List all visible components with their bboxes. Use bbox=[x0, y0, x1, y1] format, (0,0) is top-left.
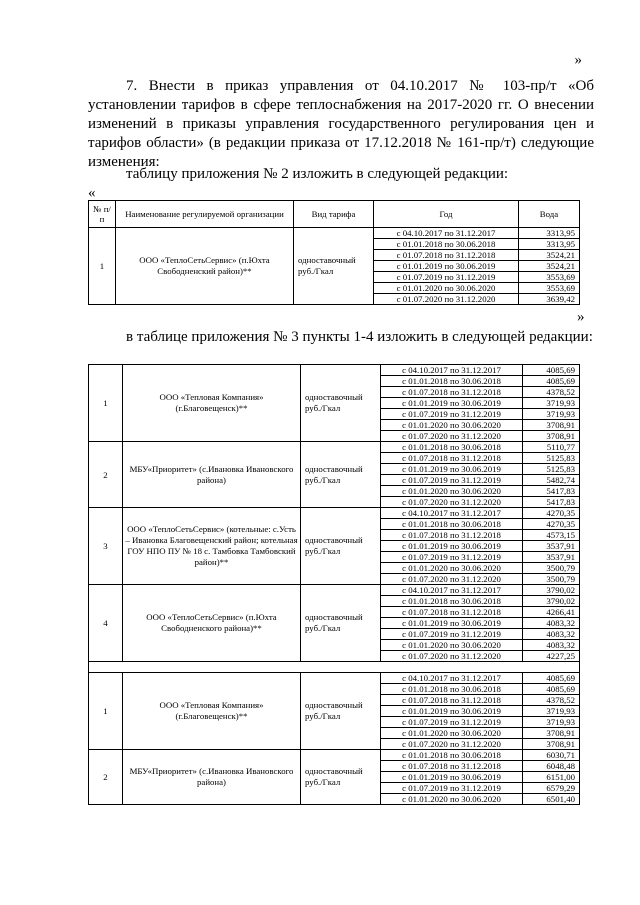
tariff-type: одноставочный руб./Гкал bbox=[301, 365, 381, 442]
item-7-paragraph: 7. Внести в приказ управления от 04.10.2017 № 103-пр/т «Об установлении тарифов в сфере теплоснабжения на 2017-2020 гг. О внесении изменений в приказы управления государственного регулирования цен и тарифов области» (в редакции приказа от 17.12.2018 № 161-пр/т) следующие изменения: bbox=[88, 78, 594, 170]
period-cell: с 01.07.2019 по 31.12.2019 bbox=[381, 475, 523, 486]
water-value: 3708,91 bbox=[523, 728, 580, 739]
period-cell: с 01.01.2018 по 30.06.2018 bbox=[381, 376, 523, 387]
water-value: 3719,93 bbox=[523, 706, 580, 717]
period-cell: с 01.01.2018 по 30.06.2018 bbox=[381, 684, 523, 695]
period-cell: с 01.01.2018 по 30.06.2018 bbox=[381, 519, 523, 530]
water-value: 3313,95 bbox=[519, 239, 580, 250]
water-value: 4270,35 bbox=[523, 508, 580, 519]
period-cell: с 01.01.2020 по 30.06.2020 bbox=[381, 640, 523, 651]
water-value: 4085,69 bbox=[523, 365, 580, 376]
water-value: 6579,29 bbox=[523, 783, 580, 794]
water-value: 4085,69 bbox=[523, 673, 580, 684]
period-cell: с 01.01.2020 по 30.06.2020 bbox=[374, 283, 519, 294]
period-cell: с 01.07.2020 по 31.12.2020 bbox=[381, 497, 523, 508]
water-value: 4083,32 bbox=[523, 640, 580, 651]
water-value: 4083,32 bbox=[523, 629, 580, 640]
organization-name: ООО «Тепловая Компания» (г.Благовещенск)** bbox=[123, 365, 301, 442]
period-cell: с 01.07.2018 по 31.12.2018 bbox=[381, 695, 523, 706]
water-value: 4083,32 bbox=[523, 618, 580, 629]
period-cell: с 01.01.2019 по 30.06.2019 bbox=[381, 706, 523, 717]
table-row bbox=[89, 750, 580, 761]
water-value: 3719,93 bbox=[523, 398, 580, 409]
period-cell: с 04.10.2017 по 31.12.2017 bbox=[381, 585, 523, 596]
organization-name: ООО «ТеплоСетьСервис» (п.Юхта Свободненский район)** bbox=[116, 228, 294, 305]
period-cell: с 01.07.2019 по 31.12.2019 bbox=[381, 717, 523, 728]
organization-name: МБУ«Приоритет» (с.Ивановка Ивановского района) bbox=[123, 750, 301, 805]
period-cell: с 01.07.2020 по 31.12.2020 bbox=[381, 431, 523, 442]
period-cell: с 01.01.2019 по 30.06.2019 bbox=[381, 541, 523, 552]
period-cell: с 01.07.2018 по 31.12.2018 bbox=[381, 761, 523, 772]
water-value: 3719,93 bbox=[523, 717, 580, 728]
period-cell: с 01.07.2018 по 31.12.2018 bbox=[381, 530, 523, 541]
separator-cell bbox=[89, 662, 580, 673]
organization-name: ООО «Тепловая Компания» (г.Благовещенск)** bbox=[123, 673, 301, 750]
period-cell: с 01.07.2020 по 31.12.2020 bbox=[381, 739, 523, 750]
water-value: 5125,83 bbox=[523, 453, 580, 464]
table-appendix-2 bbox=[88, 200, 580, 305]
period-cell: с 01.07.2020 по 31.12.2020 bbox=[374, 294, 519, 305]
period-cell: с 01.01.2020 по 30.06.2020 bbox=[381, 728, 523, 739]
table-separator-row bbox=[89, 662, 580, 673]
table-row bbox=[89, 228, 580, 239]
period-cell: с 04.10.2017 по 31.12.2017 bbox=[381, 673, 523, 684]
row-number: 2 bbox=[89, 442, 123, 508]
water-value: 3537,91 bbox=[523, 541, 580, 552]
water-value: 4378,52 bbox=[523, 695, 580, 706]
water-value: 5125,83 bbox=[523, 464, 580, 475]
period-cell: с 04.10.2017 по 31.12.2017 bbox=[374, 228, 519, 239]
period-cell: с 01.07.2018 по 31.12.2018 bbox=[381, 607, 523, 618]
organization-name: ООО «ТеплоСетьСервис» (п.Юхта Свободненского района)** bbox=[123, 585, 301, 662]
water-value: 3553,69 bbox=[519, 272, 580, 283]
row-number: 3 bbox=[89, 508, 123, 585]
period-cell: с 01.07.2018 по 31.12.2018 bbox=[381, 387, 523, 398]
period-cell: с 01.07.2020 по 31.12.2020 bbox=[381, 574, 523, 585]
period-cell: с 01.01.2019 по 30.06.2019 bbox=[381, 618, 523, 629]
period-cell: с 01.01.2020 по 30.06.2020 bbox=[381, 420, 523, 431]
table-row bbox=[89, 508, 580, 519]
water-value: 5417,83 bbox=[523, 497, 580, 508]
col-header-org: Наименование регулируемой организации bbox=[116, 201, 294, 228]
table-row bbox=[89, 673, 580, 684]
period-cell: с 01.01.2018 по 30.06.2018 bbox=[381, 596, 523, 607]
water-value: 4270,35 bbox=[523, 519, 580, 530]
water-value: 4573,15 bbox=[523, 530, 580, 541]
row-number: 4 bbox=[89, 585, 123, 662]
water-value: 6030,71 bbox=[523, 750, 580, 761]
water-value: 3313,95 bbox=[519, 228, 580, 239]
period-cell: с 01.01.2019 по 30.06.2019 bbox=[374, 261, 519, 272]
water-value: 3708,91 bbox=[523, 420, 580, 431]
water-value: 3553,69 bbox=[519, 283, 580, 294]
water-value: 4227,25 bbox=[523, 651, 580, 662]
water-value: 5110,77 bbox=[523, 442, 580, 453]
col-header-water: Вода bbox=[519, 201, 580, 228]
period-cell: с 04.10.2017 по 31.12.2017 bbox=[381, 365, 523, 376]
col-header-year: Год bbox=[374, 201, 519, 228]
organization-name: ООО «ТеплоСетьСервис» (котельные: с.Усть – Ивановка Благовещенский район; котельная ГОУ НПО ПУ № 18 с. Тамбовка Тамбовский район)** bbox=[123, 508, 301, 585]
water-value: 3708,91 bbox=[523, 431, 580, 442]
period-cell: с 01.07.2018 по 31.12.2018 bbox=[381, 453, 523, 464]
row-number: 1 bbox=[89, 228, 116, 305]
period-cell: с 01.01.2020 по 30.06.2020 bbox=[381, 486, 523, 497]
water-value: 3790,02 bbox=[523, 596, 580, 607]
water-value: 5417,83 bbox=[523, 486, 580, 497]
water-value: 3524,21 bbox=[519, 250, 580, 261]
row-number: 2 bbox=[89, 750, 123, 805]
period-cell: с 01.07.2018 по 31.12.2018 bbox=[374, 250, 519, 261]
table-row bbox=[89, 585, 580, 596]
table-appendix-3 bbox=[88, 364, 580, 805]
water-value: 3524,21 bbox=[519, 261, 580, 272]
tariff-type: одноставочный руб./Гкал bbox=[301, 585, 381, 662]
opening-quote-table2: « bbox=[88, 185, 96, 201]
water-value: 6048,48 bbox=[523, 761, 580, 772]
table-row bbox=[89, 442, 580, 453]
water-value: 3500,79 bbox=[523, 574, 580, 585]
row-number: 1 bbox=[89, 673, 123, 750]
water-value: 3639,42 bbox=[519, 294, 580, 305]
tariff-type: одноставочный руб./Гкал bbox=[301, 673, 381, 750]
closing-quote-table2: » bbox=[577, 309, 585, 325]
table2-intro: таблицу приложения № 2 изложить в следующей редакции: bbox=[126, 166, 509, 182]
period-cell: с 01.01.2018 по 30.06.2018 bbox=[374, 239, 519, 250]
water-value: 3708,91 bbox=[523, 739, 580, 750]
tariff-type: одноставочный руб./Гкал bbox=[294, 228, 374, 305]
period-cell: с 01.01.2018 по 30.06.2018 bbox=[381, 750, 523, 761]
water-value: 4266,41 bbox=[523, 607, 580, 618]
tariff-type: одноставочный руб./Гкал bbox=[301, 750, 381, 805]
period-cell: с 01.07.2019 по 31.12.2019 bbox=[381, 783, 523, 794]
table3-intro: в таблице приложения № 3 пункты 1-4 изложить в следующей редакции: bbox=[126, 329, 593, 345]
period-cell: с 04.10.2017 по 31.12.2017 bbox=[381, 508, 523, 519]
period-cell: с 01.01.2020 по 30.06.2020 bbox=[381, 794, 523, 805]
period-cell: с 01.07.2019 по 31.12.2019 bbox=[374, 272, 519, 283]
period-cell: с 01.01.2019 по 30.06.2019 bbox=[381, 464, 523, 475]
water-value: 3790,02 bbox=[523, 585, 580, 596]
period-cell: с 01.01.2018 по 30.06.2018 bbox=[381, 442, 523, 453]
water-value: 6501,40 bbox=[523, 794, 580, 805]
period-cell: с 01.07.2019 по 31.12.2019 bbox=[381, 552, 523, 563]
col-header-num: № п/п bbox=[89, 201, 116, 228]
period-cell: с 01.07.2019 по 31.12.2019 bbox=[381, 629, 523, 640]
period-cell: с 01.01.2019 по 30.06.2019 bbox=[381, 398, 523, 409]
period-cell: с 01.01.2020 по 30.06.2020 bbox=[381, 563, 523, 574]
closing-quote-top: » bbox=[574, 52, 582, 68]
water-value: 3537,91 bbox=[523, 552, 580, 563]
water-value: 4085,69 bbox=[523, 376, 580, 387]
period-cell: с 01.07.2020 по 31.12.2020 bbox=[381, 651, 523, 662]
organization-name: МБУ«Приоритет» (с.Ивановка Ивановского района) bbox=[123, 442, 301, 508]
table2-header-row bbox=[89, 201, 580, 228]
tariff-type: одноставочный руб./Гкал bbox=[301, 442, 381, 508]
water-value: 3719,93 bbox=[523, 409, 580, 420]
table-row bbox=[89, 365, 580, 376]
row-number: 1 bbox=[89, 365, 123, 442]
period-cell: с 01.07.2019 по 31.12.2019 bbox=[381, 409, 523, 420]
col-header-tariff: Вид тарифа bbox=[294, 201, 374, 228]
period-cell: с 01.01.2019 по 30.06.2019 bbox=[381, 772, 523, 783]
water-value: 4378,52 bbox=[523, 387, 580, 398]
water-value: 6151,00 bbox=[523, 772, 580, 783]
water-value: 3500,79 bbox=[523, 563, 580, 574]
water-value: 4085,69 bbox=[523, 684, 580, 695]
water-value: 5482,74 bbox=[523, 475, 580, 486]
tariff-type: одноставочный руб./Гкал bbox=[301, 508, 381, 585]
